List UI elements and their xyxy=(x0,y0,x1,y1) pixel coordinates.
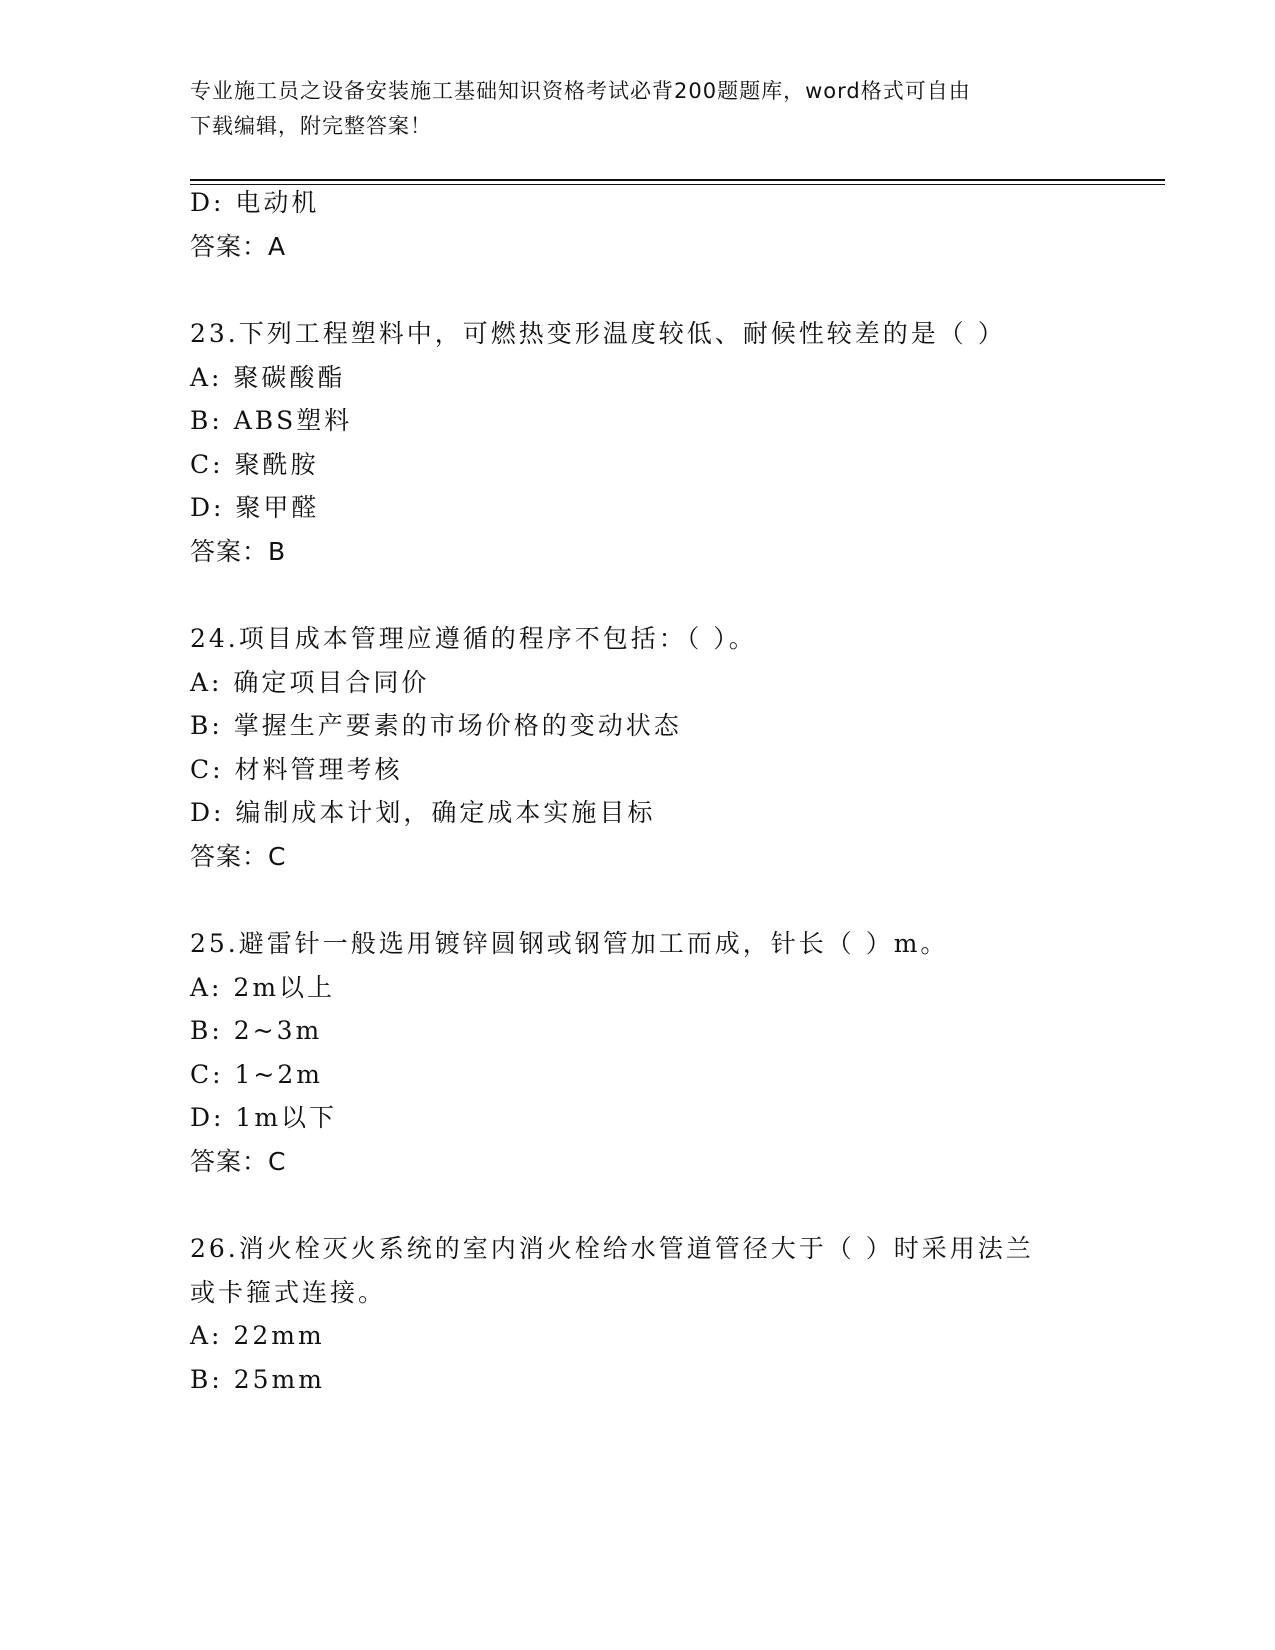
header-divider-thick xyxy=(190,179,1165,181)
question-26-stem-line-2: 或卡箍式连接。 xyxy=(190,1278,387,1307)
question-25-option-d: D: 1m以下 xyxy=(190,1103,338,1132)
header-title-line-2: 下载编辑，附完整答案！ xyxy=(190,114,432,138)
question-24-option-c: C: 材料管理考核 xyxy=(190,755,403,784)
question-25-option-c: C: 1~2m xyxy=(190,1060,323,1089)
question-26-option-a: A: 22mm xyxy=(190,1321,325,1350)
question-23-option-d: D: 聚甲醛 xyxy=(190,493,320,522)
question-23-option-a: A: 聚碳酸酯 xyxy=(190,363,346,392)
previous-question-answer: 答案：A xyxy=(190,232,287,261)
question-26-option-b: B: 25mm xyxy=(190,1365,325,1394)
question-24-answer: 答案：C xyxy=(190,842,287,871)
question-23-option-b: B: ABS塑料 xyxy=(190,406,353,435)
question-23-answer: 答案：B xyxy=(190,537,287,566)
question-24-option-a: A: 确定项目合同价 xyxy=(190,668,430,697)
question-25-option-a: A: 2m以上 xyxy=(190,973,336,1002)
question-24-stem: 24.项目成本管理应遵循的程序不包括：（ ）。 xyxy=(190,624,757,653)
header-title-line-1: 专业施工员之设备安装施工基础知识资格考试必背200题题库，word格式可自由 xyxy=(190,79,971,103)
question-26-stem-line-1: 26.消火栓灭火系统的室内消火栓给水管道管径大于（ ）时采用法兰 xyxy=(190,1234,1034,1263)
question-24-option-d: D: 编制成本计划，确定成本实施目标 xyxy=(190,798,656,827)
question-25-answer: 答案：C xyxy=(190,1147,287,1176)
question-23-stem: 23.下列工程塑料中，可燃热变形温度较低、耐候性较差的是（ ） xyxy=(190,319,1006,348)
question-25-stem: 25.避雷针一般选用镀锌圆钢或钢管加工而成，针长（ ）m。 xyxy=(190,929,949,958)
document-header xyxy=(190,74,1090,144)
header-divider-thin xyxy=(190,184,1165,185)
previous-question-option-d: D: 电动机 xyxy=(190,188,320,217)
question-24-option-b: B: 掌握生产要素的市场价格的变动状态 xyxy=(190,711,682,740)
question-25-option-b: B: 2~3m xyxy=(190,1016,323,1045)
question-23-option-c: C: 聚酰胺 xyxy=(190,450,319,479)
